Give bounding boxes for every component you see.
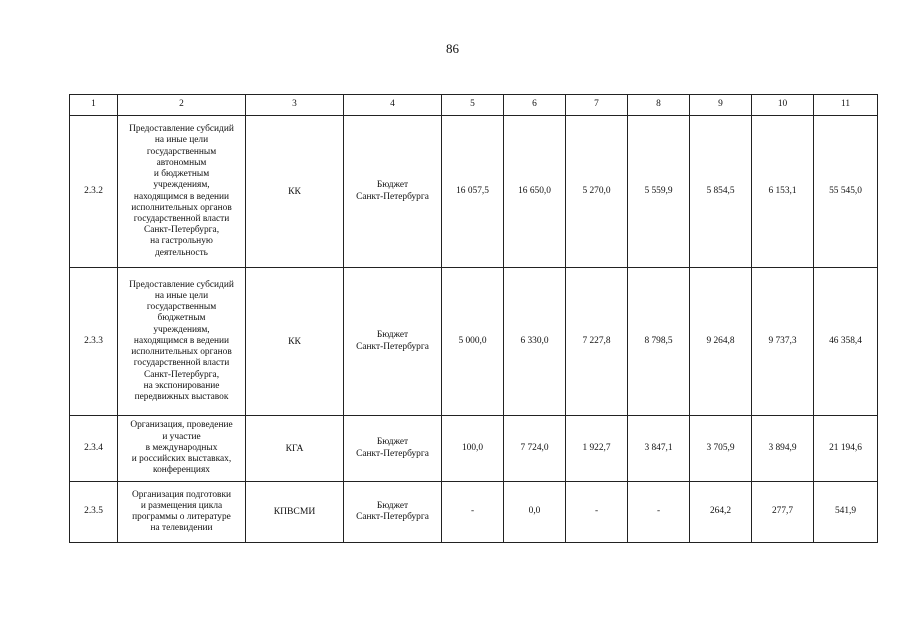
column-header: 2	[118, 95, 246, 116]
item-total: 46 358,4	[814, 268, 878, 416]
item-value: 264,2	[690, 482, 752, 543]
item-value: 0,0	[504, 482, 566, 543]
item-funding-source: Бюджет Санкт-Петербурга	[344, 116, 442, 268]
column-header: 3	[246, 95, 344, 116]
item-value: -	[442, 482, 504, 543]
item-value: 6 153,1	[752, 116, 814, 268]
item-number: 2.3.3	[70, 268, 118, 416]
item-number: 2.3.5	[70, 482, 118, 543]
item-value: 5 000,0	[442, 268, 504, 416]
item-value: 5 270,0	[566, 116, 628, 268]
item-value: 3 894,9	[752, 416, 814, 482]
item-value: 9 264,8	[690, 268, 752, 416]
item-number: 2.3.4	[70, 416, 118, 482]
item-name: Предоставление субсидий на иные цели государственным бюджетным учреждениям, находящимся в ведении исполнительных органов государственной власти Санкт-Петербурга, на экспонирование передвижных выставок	[118, 268, 246, 416]
column-header: 9	[690, 95, 752, 116]
item-funding-source: Бюджет Санкт-Петербурга	[344, 268, 442, 416]
item-value: 16 650,0	[504, 116, 566, 268]
item-value: 100,0	[442, 416, 504, 482]
column-header: 7	[566, 95, 628, 116]
item-value: 9 737,3	[752, 268, 814, 416]
column-header: 1	[70, 95, 118, 116]
item-name: Предоставление субсидий на иные цели государственным автономным и бюджетным учреждениям, находящимся в ведении исполнительных органов государственной власти Санкт-Петербурга, на гастрольную деятельность	[118, 116, 246, 268]
item-value: 8 798,5	[628, 268, 690, 416]
column-header: 6	[504, 95, 566, 116]
item-value: 16 057,5	[442, 116, 504, 268]
budget-table	[69, 94, 878, 543]
column-header: 11	[814, 95, 878, 116]
page-number: 86	[446, 41, 459, 56]
item-value: 3 705,9	[690, 416, 752, 482]
item-executor: КГА	[246, 416, 344, 482]
item-value: 5 854,5	[690, 116, 752, 268]
item-value: 5 559,9	[628, 116, 690, 268]
column-header: 4	[344, 95, 442, 116]
item-value: 6 330,0	[504, 268, 566, 416]
column-header: 5	[442, 95, 504, 116]
item-value: 277,7	[752, 482, 814, 543]
item-total: 21 194,6	[814, 416, 878, 482]
table-row	[70, 268, 878, 416]
item-funding-source: Бюджет Санкт-Петербурга	[344, 416, 442, 482]
item-executor: КК	[246, 268, 344, 416]
header-row	[70, 95, 878, 116]
item-value: 3 847,1	[628, 416, 690, 482]
item-number: 2.3.2	[70, 116, 118, 268]
item-value: 7 227,8	[566, 268, 628, 416]
column-header: 10	[752, 95, 814, 116]
item-executor: КПВСМИ	[246, 482, 344, 543]
item-total: 55 545,0	[814, 116, 878, 268]
table-row	[70, 416, 878, 482]
table-row	[70, 116, 878, 268]
item-value: 1 922,7	[566, 416, 628, 482]
item-name: Организация подготовки и размещения цикла программы о литературе на телевидении	[118, 482, 246, 543]
item-total: 541,9	[814, 482, 878, 543]
column-header: 8	[628, 95, 690, 116]
item-value: -	[628, 482, 690, 543]
item-value: 7 724,0	[504, 416, 566, 482]
item-value: -	[566, 482, 628, 543]
item-name: Организация, проведение и участие в международных и российских выставках, конференциях	[118, 416, 246, 482]
table-row	[70, 482, 878, 543]
item-funding-source: Бюджет Санкт-Петербурга	[344, 482, 442, 543]
item-executor: КК	[246, 116, 344, 268]
